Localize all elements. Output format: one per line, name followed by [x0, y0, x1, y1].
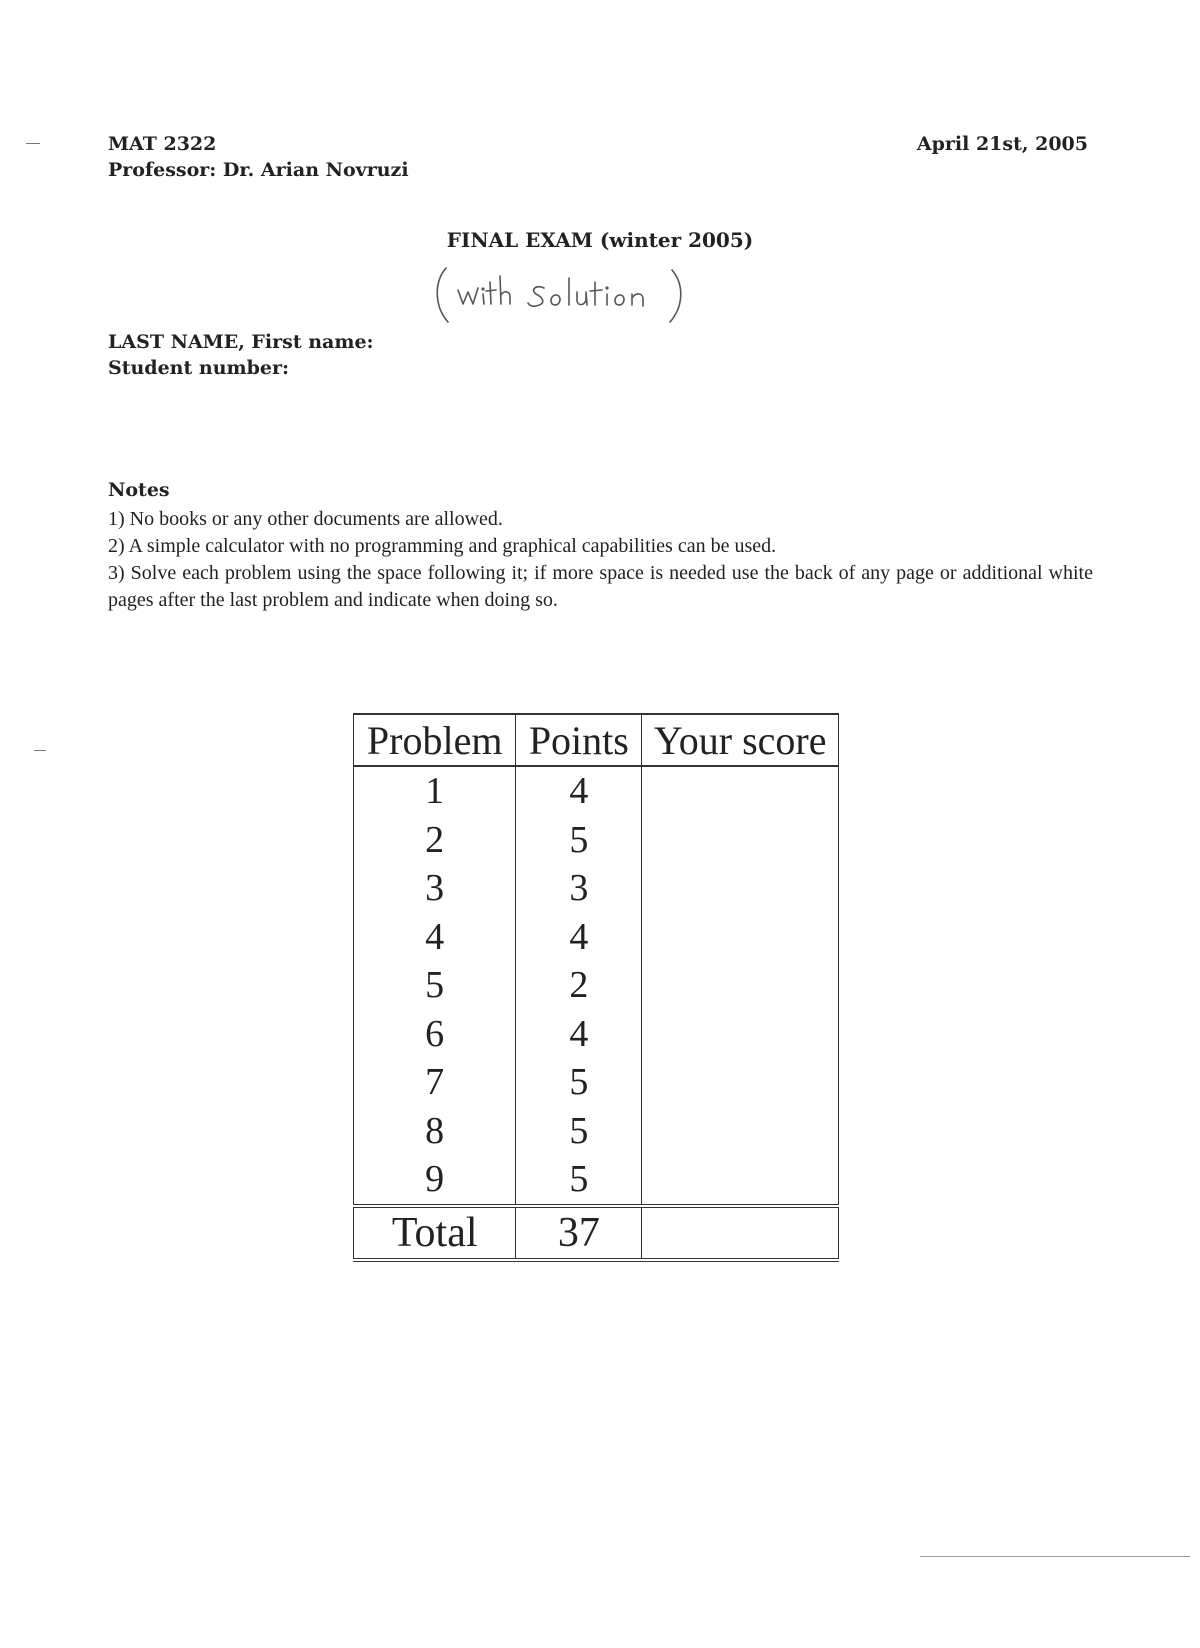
points-cell: 4	[516, 913, 642, 962]
table-row	[354, 816, 839, 865]
table-row	[354, 1010, 839, 1059]
student-number-label: Student number:	[108, 357, 290, 379]
table-row	[354, 1058, 839, 1107]
score-cell[interactable]	[642, 766, 839, 816]
professor-name: Professor: Dr. Arian Novruzi	[108, 159, 409, 181]
note-item: 3) Solve each problem using the space following it; if more space is needed use the back of any page or additional white pages after the last problem and indicate when doing so.	[108, 562, 1093, 611]
score-cell[interactable]	[642, 1107, 839, 1156]
score-cell[interactable]	[642, 816, 839, 865]
score-cell[interactable]	[642, 1010, 839, 1059]
points-cell: 5	[516, 1058, 642, 1107]
score-cell[interactable]	[642, 1058, 839, 1107]
score-cell[interactable]	[642, 913, 839, 962]
exam-title: FINAL EXAM (winter 2005)	[446, 228, 754, 252]
problem-number-cell: 8	[354, 1107, 516, 1156]
problem-number-cell: 9	[354, 1155, 516, 1206]
note-item: 2) A simple calculator with no programming and graphical capabilities can be used.	[108, 535, 777, 557]
column-header-points: Points	[516, 714, 642, 766]
score-cell[interactable]	[642, 864, 839, 913]
total-row	[354, 1206, 839, 1260]
column-header-problem: Problem	[354, 714, 516, 766]
problem-number-cell: 5	[354, 961, 516, 1010]
score-table	[353, 713, 839, 1262]
table-row	[354, 1107, 839, 1156]
points-cell: 4	[516, 766, 642, 816]
table-row	[354, 864, 839, 913]
scan-speck	[26, 143, 40, 144]
table-row	[354, 913, 839, 962]
notes-heading: Notes	[108, 479, 170, 501]
points-cell: 4	[516, 1010, 642, 1059]
total-points: 37	[516, 1206, 642, 1260]
problem-number-cell: 4	[354, 913, 516, 962]
points-cell: 3	[516, 864, 642, 913]
table-row	[354, 766, 839, 816]
score-cell[interactable]	[642, 1155, 839, 1206]
total-label: Total	[354, 1206, 516, 1260]
name-field-label: LAST NAME, First name:	[108, 331, 374, 353]
note-item: 1) No books or any other documents are allowed.	[108, 508, 503, 530]
points-cell: 2	[516, 961, 642, 1010]
table-header-row	[354, 714, 839, 766]
handwritten-annotation	[432, 264, 712, 326]
points-cell: 5	[516, 1155, 642, 1206]
scan-speck	[920, 1556, 1190, 1557]
problem-number-cell: 2	[354, 816, 516, 865]
table-row	[354, 1155, 839, 1206]
scan-speck	[34, 750, 46, 751]
course-code: MAT 2322	[108, 133, 217, 155]
points-cell: 5	[516, 816, 642, 865]
problem-number-cell: 3	[354, 864, 516, 913]
column-header-your-score: Your score	[642, 714, 839, 766]
points-cell: 5	[516, 1107, 642, 1156]
score-cell[interactable]	[642, 961, 839, 1010]
problem-number-cell: 1	[354, 766, 516, 816]
exam-date: April 21st, 2005	[916, 133, 1088, 155]
problem-number-cell: 6	[354, 1010, 516, 1059]
problem-number-cell: 7	[354, 1058, 516, 1107]
total-score-cell[interactable]	[642, 1206, 839, 1260]
table-row	[354, 961, 839, 1010]
